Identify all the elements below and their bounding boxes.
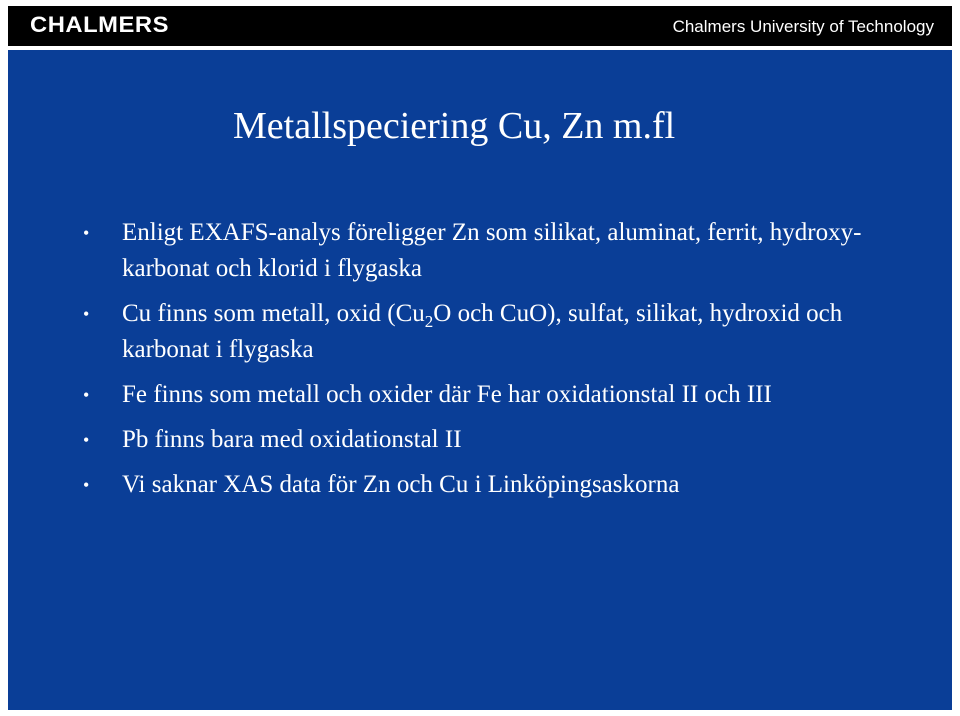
bullet-text-part: Cu finns som metall, oxid (Cu: [122, 300, 425, 327]
bullet-item: [83, 296, 923, 368]
bullet-text-part: O och CuO), sulfat, silikat, hydroxid och karbonat i flygaska: [122, 300, 843, 363]
bullet-text: [122, 300, 842, 363]
bullet-text: Enligt EXAFS-analys föreligger Zn som silikat, aluminat, ferrit, hydroxy-karbonat och klorid i flygaska: [122, 219, 862, 282]
bullet-icon: •: [83, 430, 90, 450]
subscript: 2: [424, 312, 434, 331]
bullet-text: Vi saknar XAS data för Zn och Cu i Linköpingsaskorna: [122, 471, 680, 498]
bullet-item: [83, 422, 923, 458]
slide-title: Metallspeciering Cu, Zn m.fl: [233, 105, 676, 147]
bullet-list: [83, 215, 923, 512]
bullet-text: Pb finns bara med oxidationstal II: [122, 426, 462, 453]
university-name: Chalmers University of Technology: [672, 17, 934, 36]
bullet-item: [83, 377, 923, 413]
bullet-item: [83, 467, 923, 503]
bullet-icon: •: [83, 304, 90, 324]
bullet-icon: •: [83, 385, 90, 405]
bullet-icon: •: [83, 475, 90, 495]
bullet-text: Fe finns som metall och oxider där Fe har oxidationstal II och III: [122, 381, 772, 408]
bullet-icon: •: [83, 223, 90, 243]
header-bar: [8, 6, 952, 46]
slide-content: [8, 50, 952, 710]
bullet-item: [83, 215, 923, 287]
chalmers-logo: CHALMERS: [30, 12, 169, 37]
